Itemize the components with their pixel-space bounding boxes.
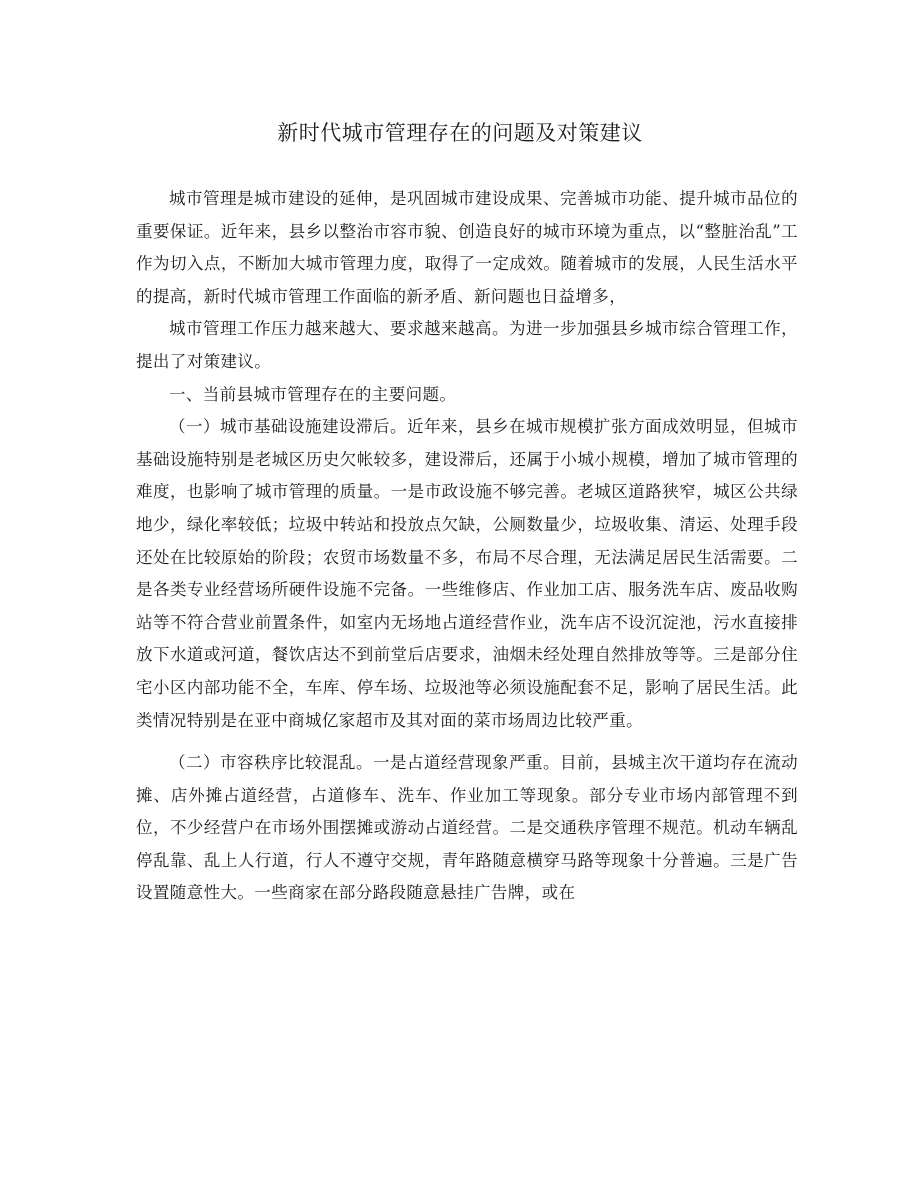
paragraph-city-order: （二）市容秩序比较混乱。一是占道经营现象严重。目前，县城主次干道均存在流动摊、店外摊占道经营，占道修车、洗车、作业加工等现象。部分专业市场内部管理不到位，不少经营户在市场外围摆摊或游动占道经营。二是交通秩序管理不规范。机动车辆乱停乱靠、乱上人行道，行人不遵守交规，青年路随意横穿马路等现象十分普遍。三是广告设置随意性大。一些商家在部分路段随意悬挂广告牌，或在 — [136, 753, 798, 903]
section-heading-problems: 一、当前县城市管理存在的主要问题。 — [169, 384, 457, 404]
document-title: 新时代城市管理存在的问题及对策建议 — [277, 121, 643, 145]
document-body — [136, 183, 798, 910]
paragraph-pressure: 城市管理工作压力越来越大、要求越来越高。为进一步加强县乡城市综合管理工作，提出了对策建议。 — [136, 319, 798, 371]
paragraph-intro: 城市管理是城市建设的延伸，是巩固城市建设成果、完善城市功能、提升城市品位的重要保证。近年来，县乡以整治市容市貌、创造良好的城市环境为重点，以“整脏治乱”工作为切入点，不断加大城市管理力度，取得了一定成效。随着城市的发展，人民生活水平的提高，新时代城市管理工作面临的新矛盾、新问题也日益增多， — [136, 189, 798, 306]
paragraph-infrastructure: （一）城市基础设施建设滞后。近年来，县乡在城市规模扩张方面成效明显，但城市基础设施特别是老城区历史欠帐较多，建设滞后，还属于小城小规模，增加了城市管理的难度，也影响了城市管理的质量。一是市政设施不够完善。老城区道路狭窄，城区公共绿地少，绿化率较低；垃圾中转站和投放点欠缺，公厕数量少，垃圾收集、清运、处理手段还处在比较原始的阶段；农贸市场数量不多，布局不尽合理，无法满足居民生活需要。二是各类专业经营场所硬件设施不完备。一些维修店、作业加工店、服务洗车店、废品收购站等不符合营业前置条件，如室内无场地占道经营作业，洗车店不设沉淀池，污水直接排放下水道或河道，餐饮店达不到前堂后店要求，油烟未经处理自然排放等等。三是部分住宅小区内部功能不全，车库、停车场、垃圾池等必须设施配套不足，影响了居民生活。此类情况特别是在亚中商城亿家超市及其对面的菜市场周边比较严重。 — [136, 417, 798, 730]
